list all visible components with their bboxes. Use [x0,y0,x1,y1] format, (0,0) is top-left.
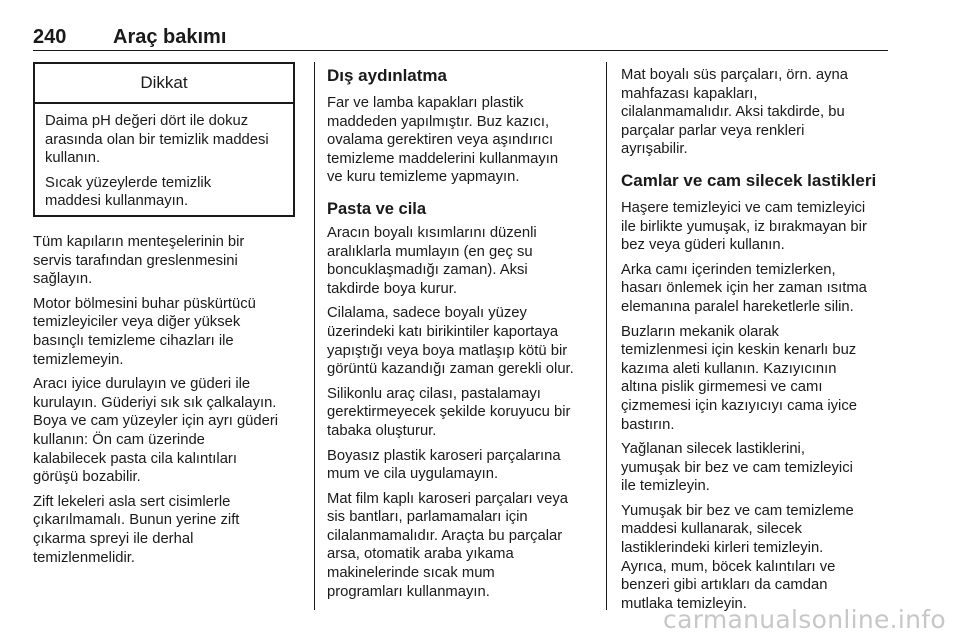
paragraph [45,112,283,168]
text-line: temizlenmesi için keskin kenarlı buz [621,342,857,359]
text-line: cilalanmamalıdır. Aksi takdirde, bu [621,104,845,121]
text-line: yapıştığı veya boya matlaşıp kötü bir [327,342,568,359]
text-line: Aracı iyice durulayın ve güderi ile [33,376,251,393]
text-line: elemanına paralel hareketlerle silin. [621,298,854,315]
paragraph [621,323,891,435]
header-rule [33,50,888,51]
paragraph [621,66,891,159]
text-line: takdirde boya kurur. [327,280,457,297]
text-line: Haşere temizleyici ve cam temizleyici [621,199,866,216]
text-line: gerektirmeyecek şekilde koruyucu bir [327,404,571,421]
text-line: Zift lekeleri asla sert cisimlerle [33,493,231,510]
text-line: Motor bölmesini buhar püskürtücü [33,295,256,312]
heading-polish-wax: Pasta ve cila [327,199,427,218]
text-line: aralıklarla mumlayın (en geç su [327,243,533,260]
text-line: Tüm kapıların menteşelerinin bir [33,234,245,250]
text-line: çıkarma spreyi ile derhal [33,530,194,547]
text-line: basınçlı temizleme cihazları ile [33,332,234,349]
watermark: carmanualsonline.info [663,605,946,634]
text-line: cilalanmamalıdır. Araçta bu parçalar [327,527,563,544]
paragraph [45,174,283,211]
text-line: boncuklaşmadığı zaman). Aksi [327,262,528,279]
text-line: Arka camı içerinden temizlerken, [621,261,836,278]
text-line: Silikonlu araç cilası, pastalamayı [327,385,541,402]
page-number: 240 [33,26,67,48]
paragraph [33,295,299,369]
caution-body [35,104,293,211]
text-line: kullanın: Ön cam üzerinde [33,431,205,448]
text-line: Boyasız plastik karoseri parçalarına [327,447,561,464]
text-line: Daima pH değeri dört ile dokuz [45,113,249,129]
text-line: bez veya güderi kullanın. [621,237,785,254]
text-line: servis tarafından greslenmesini [33,252,238,269]
text-line: makinelerinde sıcak mum [327,565,495,582]
text-line: programları kullanmayın. [327,583,490,600]
text-line: çizmemesi için kazıyıcıyı cama iyice [621,397,857,414]
text-line: Ayrıca, mum, böcek kalıntıları ve [621,558,836,575]
text-line: parçalar parlar veya renkleri [621,122,805,139]
text-line: Boya ve cam yüzeyler için ayrı güderi [33,413,279,430]
text-line: görüntü kazandığı zaman gerekli olur. [327,361,574,378]
text-line: yumuşak bir bez ve cam temizleyici [621,459,853,476]
paragraph [33,493,299,567]
text-line: Sıcak yüzeylerde temizlik [45,174,212,191]
paragraph [621,440,891,496]
column-right [621,66,891,619]
text-line: kurulayın. Güderiyi sık sık çalkalayın. [33,394,277,411]
text-line: ve kuru temizleme yapmayın. [327,169,520,186]
text-line: ile birlikte yumuşak, iz bırakmayan bir [621,218,867,235]
text-line: temizlenmelidir. [33,549,135,566]
text-line: bastırın. [621,416,675,433]
paragraph [621,199,891,255]
caution-title: Dikkat [35,64,293,104]
text-line: çıkarılmamalı. Bunun yerine zift [33,512,240,529]
column-divider-left [314,62,315,610]
text-line: görüşü bozabilir. [33,469,141,486]
text-line: mahfazası kapakları, [621,85,758,102]
text-line: üzerindeki katı birikintiler kaportaya [327,323,559,340]
text-line: Mat boyalı süs parçaları, örn. ayna [621,67,848,83]
text-line: Yağlanan silecek lastiklerini, [621,441,805,458]
text-line: arsa, otomatik araba yıkama [327,546,514,563]
column-divider-right [606,62,607,610]
paragraph [327,304,593,378]
column-left-text [33,233,299,567]
text-line: Yumuşak bir bez ve cam temizleme [621,502,854,519]
paragraph [621,502,891,614]
text-line: ovalama gerektiren veya aşındırıcı [327,132,554,149]
text-line: benzeri gibi artıkları da camdan [621,577,828,594]
text-line: ayrışabilir. [621,141,688,158]
text-line: kullanın. [45,150,101,167]
text-line: maddesi kullanarak, silecek [621,521,802,538]
paragraph [327,490,593,602]
matte-trim-text [621,66,891,159]
text-line: mum ve cila uygulamayın. [327,466,499,483]
text-line: Cilalama, sadece boyalı yüzey [327,305,527,322]
text-line: tabaka oluşturur. [327,422,437,439]
text-line: temizlemeyin. [33,351,124,368]
paragraph [33,233,299,289]
text-line: temizleyiciler veya diğer yüksek [33,314,241,331]
text-line: maddeden yapılmıştır. Buz kazıcı, [327,113,550,130]
text-line: kalabilecek pasta cila kalıntıları [33,450,237,467]
section-title: Araç bakımı [113,26,227,48]
text-line: kazıma aleti kullanın. Kazıyıcının [621,360,837,377]
paragraph [327,94,593,187]
text-line: maddesi kullanmayın. [45,193,189,210]
text-line: sis bantları, parlamamaları için [327,509,528,526]
paragraph [33,375,299,487]
windows-wipers-text [621,199,891,613]
text-line: Far ve lamba kapakları plastik [327,95,524,111]
text-line: lastiklerindeki kirleri temizleyin. [621,540,824,557]
text-line: Aracın boyalı kısımlarını düzenli [327,224,537,241]
text-line: hasarı önlemek için her zaman ısıtma [621,280,867,297]
text-line: sağlayın. [33,271,93,288]
heading-exterior-lighting: Dış aydınlatma [327,66,447,85]
text-line: Buzların mekanik olarak [621,323,779,340]
paragraph [327,385,593,441]
paragraph [327,447,593,484]
column-middle [327,66,593,607]
text-line: mutlaka temizleyin. [621,595,747,612]
exterior-lighting-text [327,94,593,187]
text-line: arasında olan bir temizlik maddesi [45,131,269,148]
page-header [33,26,888,50]
text-line: altına pislik girmemesi ve camı [621,379,823,396]
paragraph [327,224,593,298]
text-line: ile temizleyin. [621,478,710,495]
column-left [33,62,299,573]
heading-windows-wipers: Camlar ve cam silecek lastikleri [621,170,877,190]
text-line: temizleme maddelerini kullanmayın [327,150,559,167]
text-line: Mat film kaplı karoseri parçaları veya [327,490,568,507]
polish-wax-text [327,224,593,601]
paragraph [621,261,891,317]
caution-box [33,62,295,217]
